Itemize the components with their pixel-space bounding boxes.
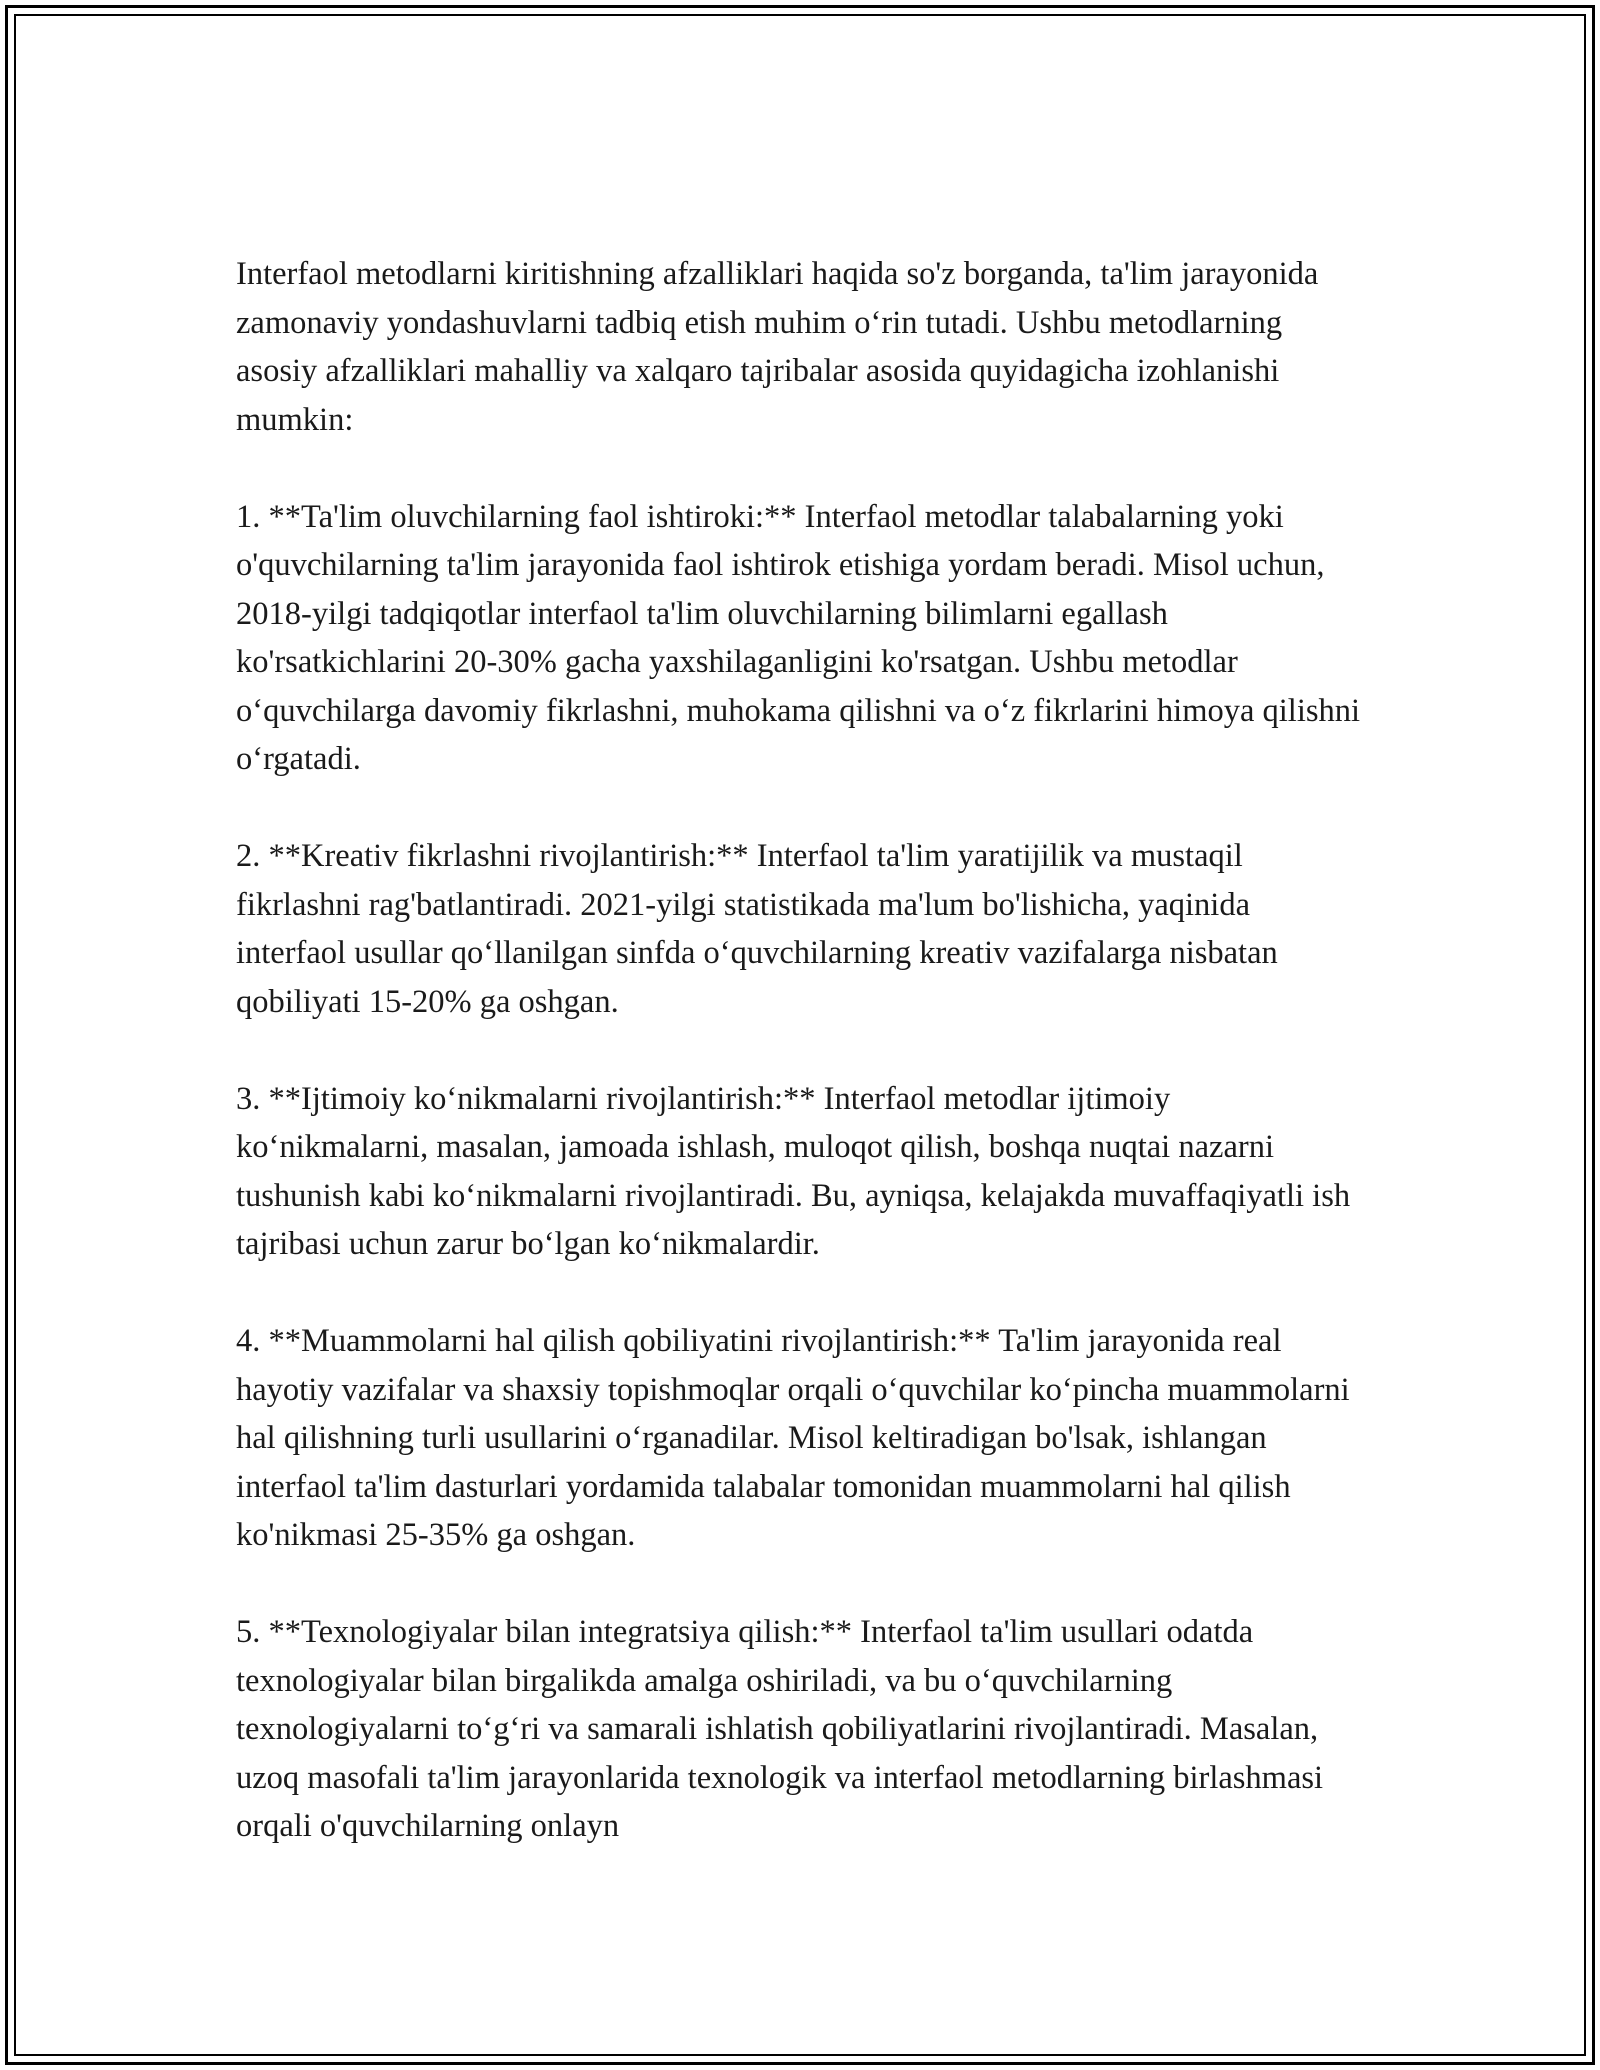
document-body [236,250,1366,1851]
list-item-4-paragraph: 4. **Muammolarni hal qilish qobiliyatini rivojlantirish:** Ta'lim jarayonida real hayotiy vazifalar va shaxsiy topishmoqlar orqali o‘quvchilar ko‘pincha muammolarni hal qilishning turli usullarini o‘rganadilar. Misol keltiradigan bo'lsak, ishlangan interfaol ta'lim dasturlari yordamida talabalar tomonidan muammolarni hal qilish ko'nikmasi 25-35% ga oshgan. [236,1323,1350,1553]
list-item-3-paragraph: 3. **Ijtimoiy ko‘nikmalarni rivojlantirish:** Interfaol metodlar ijtimoiy ko‘nikmalarni, masalan, jamoada ishlash, muloqot qilish, boshqa nuqtai nazarni tushunish kabi ko‘nikmalarni rivojlantiradi. Bu, ayniqsa, kelajakda muvaffaqiyatli ish tajribasi uchun zarur bo‘lgan ko‘nikmalardir. [236,1080,1351,1262]
list-item-2-paragraph: 2. **Kreativ fikrlashni rivojlantirish:** Interfaol ta'lim yaratijilik va mustaqil fikrlashni rag'batlantiradi. 2021-yilgi statistikada ma'lum bo'lishicha, yaqinida interfaol usullar qo‘llanilgan sinfda o‘quvchilarning kreativ vazifalarga nisbatan qobiliyati 15-20% ga oshgan. [236,838,1278,1020]
list-item-1-paragraph: 1. **Ta'lim oluvchilarning faol ishtiroki:** Interfaol metodlar talabalarning yoki o'quvchilarning ta'lim jarayonida faol ishtirok etishiga yordam beradi. Misol uchun, 2018-yilgi tadqiqotlar interfaol ta'lim oluvchilarning bilimlarni egallash ko'rsatkichlarini 20-30% gacha yaxshilaganligini ko'rsatgan. Ushbu metodlar o‘quvchilarga davomiy fikrlashni, muhokama qilishni va o‘z fikrlarini himoya qilishni o‘rgatadi. [236,498,1361,777]
list-item-5-paragraph: 5. **Texnologiyalar bilan integratsiya qilish:** Interfaol ta'lim usullari odatda texnologiyalar bilan birgalikda amalga oshiriladi, va bu o‘quvchilarning texnologiyalarni to‘g‘ri va samarali ishlatish qobiliyatlarini rivojlantiradi. Masalan, uzoq masofali ta'lim jarayonlarida texnologik va interfaol metodlarning birlashmasi orqali o'quvchilarning onlayn [236,1614,1324,1844]
intro-paragraph: Interfaol metodlarni kiritishning afzalliklari haqida so'z borganda, ta'lim jarayonida zamonaviy yondashuvlarni tadbiq etish muhim o‘rin tutadi. Ushbu metodlarning asosiy afzalliklari mahalliy va xalqaro tajribalar asosida quyidagicha izohlanishi mumkin: [236,256,1319,438]
